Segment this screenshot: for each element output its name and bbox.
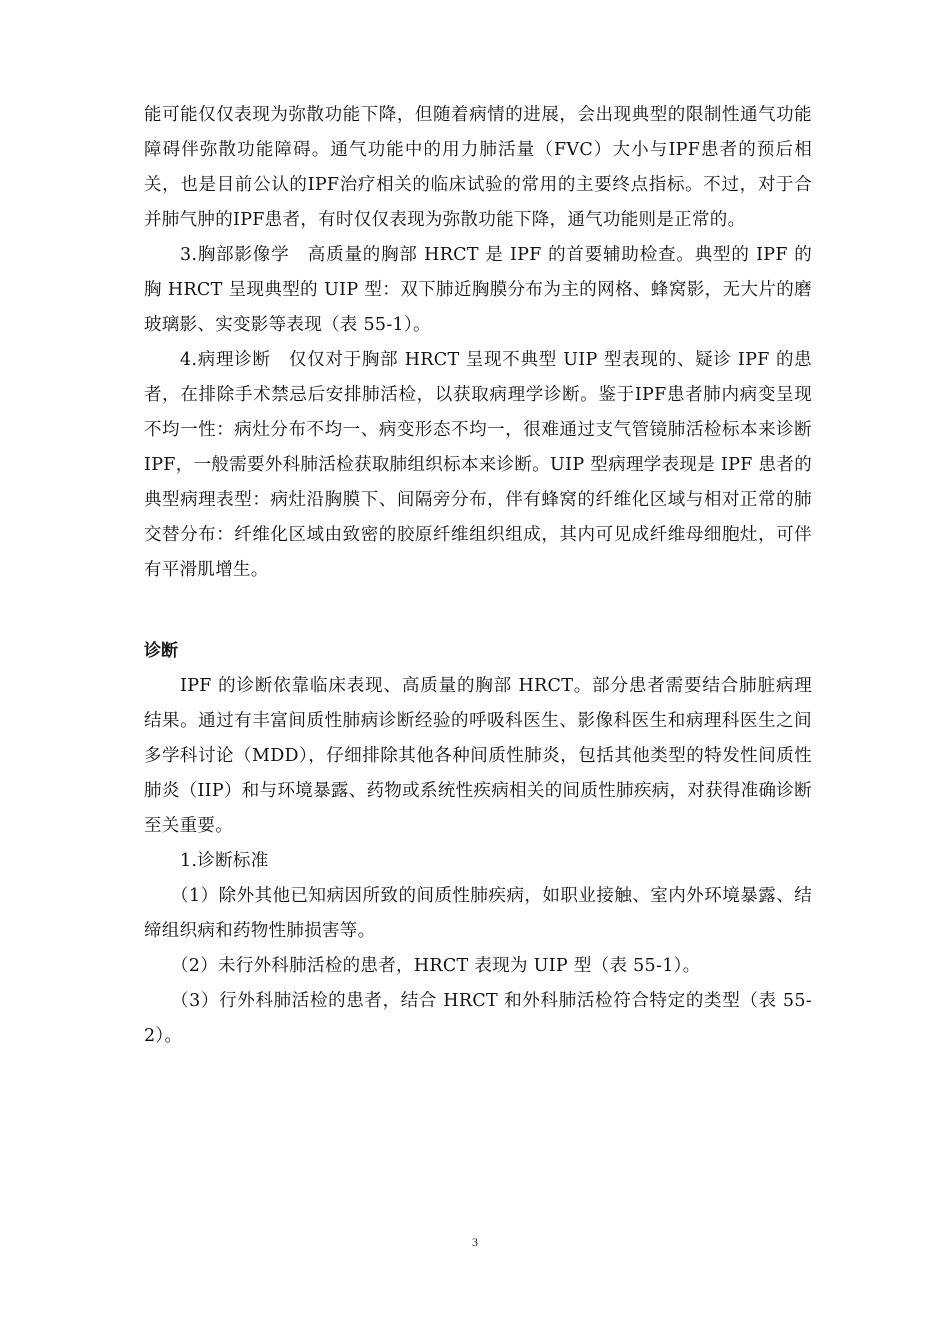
diagnosis-criteria-title: 1.诊断标准	[180, 851, 269, 871]
section-heading-diagnosis: 诊断	[144, 641, 178, 661]
diagnosis-criterion-2: （2）未行外科肺活检的患者，HRCT 表现为 UIP 型（表 55-1）。	[171, 956, 701, 976]
page-number: 3	[472, 1235, 478, 1249]
paragraph-pulmonary-function: 能可能仅仅表现为弥散功能下降，但随着病情的进展，会出现典型的限制性通气功能障碍伴弥散功能障碍。通气功能中的用力肺活量（FVC）大小与IPF患者的预后相关，也是目前公认的IPF治疗相关的临床试验的常用的主要终点指标。不过，对于合并肺气肿的IPF患者，有时仅仅表现为弥散功能下降，通气功能则是正常的。	[144, 105, 812, 230]
diagnosis-criterion-3: （3）行外科肺活检的患者，结合 HRCT 和外科肺活检符合特定的类型（表 55-2）。	[144, 991, 812, 1046]
document-body	[144, 98, 812, 1054]
paragraph-chest-imaging: 3.胸部影像学 高质量的胸部 HRCT 是 IPF 的首要辅助检查。典型的 IPF 的胸 HRCT 呈现典型的 UIP 型：双下肺近胸膜分布为主的网格、蜂窝影，无大片的磨玻璃影、实变影等表现（表 55-1）。	[144, 245, 812, 335]
paragraph-pathology: 4.病理诊断 仅仅对于胸部 HRCT 呈现不典型 UIP 型表现的、疑诊 IPF 的患者，在排除手术禁忌后安排肺活检，以获取病理学诊断。鉴于IPF患者肺内病变呈现不均一性：病灶分布不均一、病变形态不均一，很难通过支气管镜肺活检标本来诊断 IPF，一般需要外科肺活检获取肺组织标本来诊断。UIP 型病理学表现是 IPF 患者的典型病理表型：病灶沿胸膜下、间隔旁分布，伴有蜂窝的纤维化区域与相对正常的肺交替分布：纤维化区域由致密的胶原纤维组织组成，其内可见成纤维母细胞灶，可伴有平滑肌增生。	[144, 350, 812, 580]
paragraph-diagnosis-intro: IPF 的诊断依靠临床表现、高质量的胸部 HRCT。部分患者需要结合肺脏病理结果。通过有丰富间质性肺病诊断经验的呼吸科医生、影像科医生和病理科医生之间多学科讨论（MDD），仔细排除其他各种间质性肺炎，包括其他类型的特发性间质性肺炎（IIP）和与环境暴露、药物或系统性疾病相关的间质性肺疾病，对获得准确诊断至关重要。	[144, 676, 812, 836]
section-gap	[144, 588, 812, 623]
diagnosis-criterion-1: （1）除外其他已知病因所致的间质性肺疾病，如职业接触、室内外环境暴露、结缔组织病和药物性肺损害等。	[144, 886, 812, 941]
